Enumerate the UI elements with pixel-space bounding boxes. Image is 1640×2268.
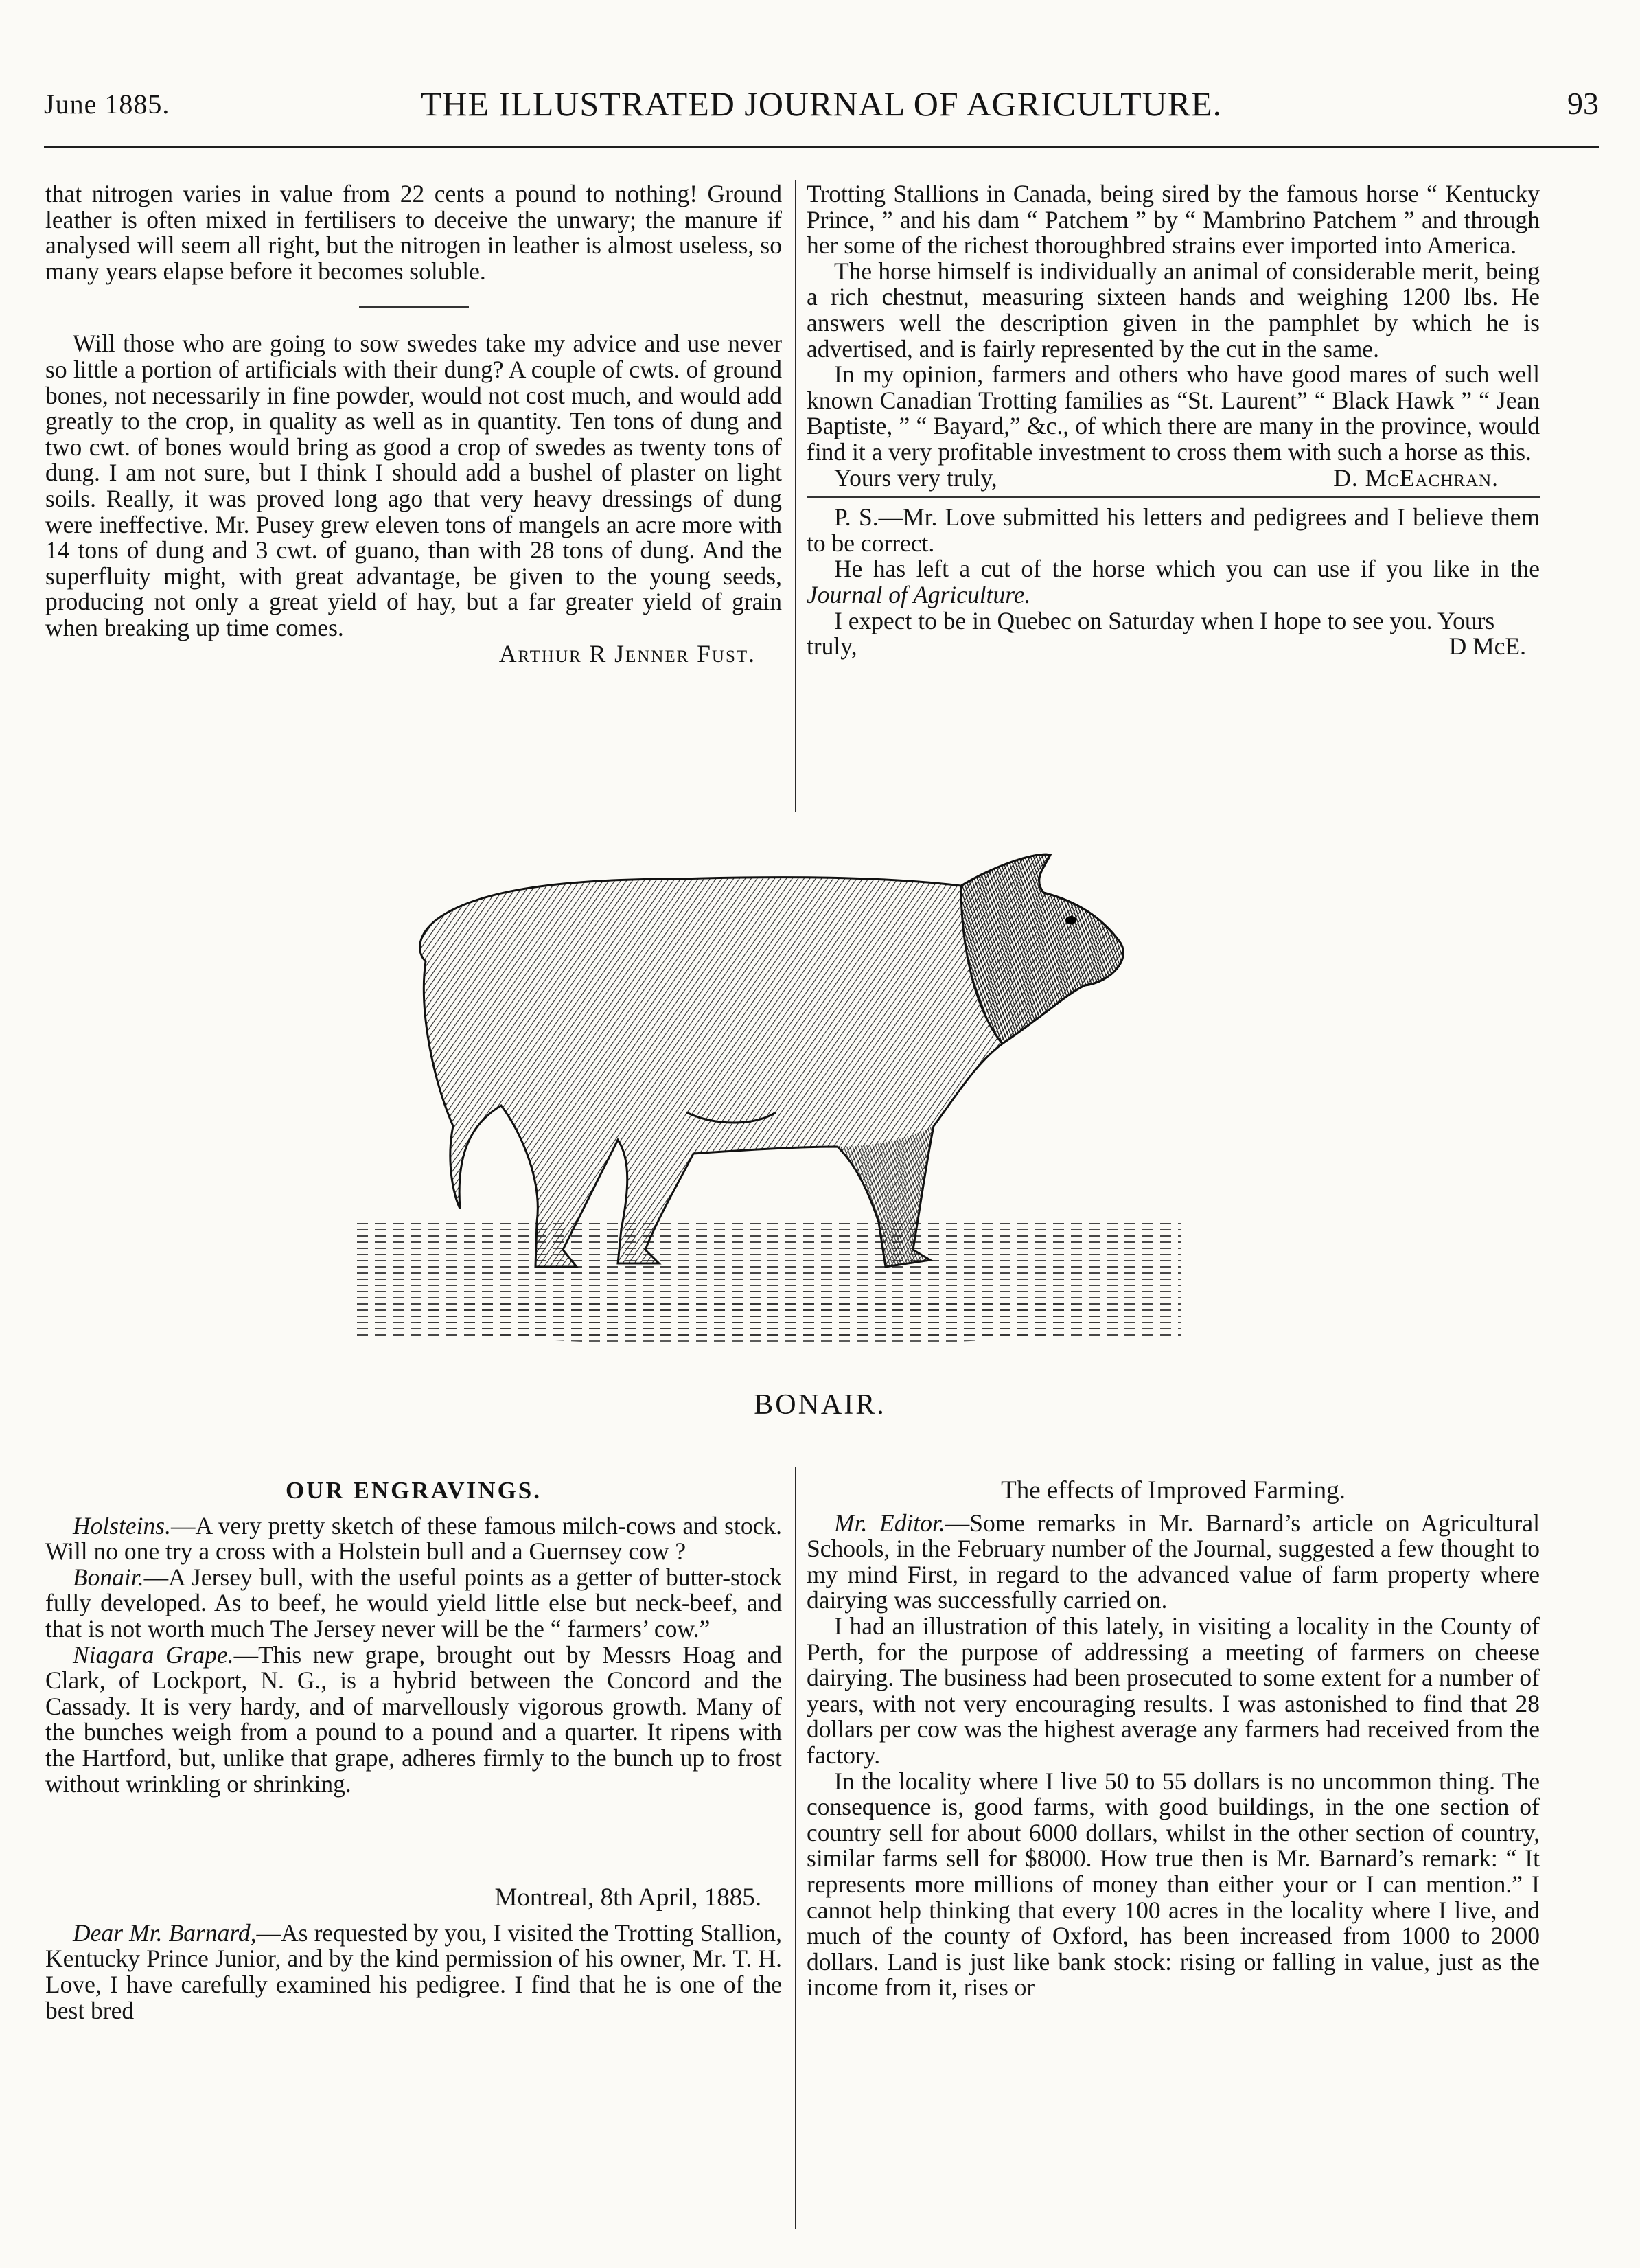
letter-text: —As requested by you, I visited the Trotting Stallion, Kentucky Prince Junior, and by the kind permission of his owner, Mr. T. H. Love, I have carefully examined his pedigree. I find that he is one of the best bred bbox=[45, 1918, 782, 2024]
journal-title: THE ILLUSTRATED JOURNAL OF AGRICULTURE. bbox=[420, 84, 1223, 123]
paragraph-text: —Some remarks in Mr. Barnard’s article on Agricultural Schools, in the February number of the Journal, suggested a few thought to my mind First, in regard to the advanced value of farm property where dairying was successfully carried on. bbox=[807, 1509, 1540, 1614]
ground-hatching bbox=[357, 1222, 1181, 1346]
paragraph: In the locality where I live 50 to 55 dollars is no uncommon thing. The consequence is, good farms, with good buildings, in the one section of country sell for about 6000 dollars, whilst in the other section of country, similar farms sell for $8000. How true then is Mr. Barnard’s remark: “ It represents more millions of money than either your or I can mention.” I cannot help thinking that every 100 acres in the locality where I live, and much of the county of Oxford, has been increased from 1000 to 2000 dollars. Land is just like bank stock: rising or falling in value, just as the income from it, rises or bbox=[807, 1767, 1540, 2002]
illustration-caption: BONAIR. bbox=[754, 1389, 886, 1421]
postscript-signature: D McE. bbox=[1448, 632, 1526, 661]
column-right-top bbox=[807, 181, 1540, 660]
paragraph: In my opinion, farmers and others who have good mares of such well known Canadian Trotting families as “St. Laurent” “ Black Hawk ” “ Jean Baptiste, ” “ Bayard,” &c., of which there are many in the province, would find it a very profitable investment to cross them with such a horse as this. bbox=[807, 360, 1540, 466]
author-signature: Arthur R Jenner Fust. bbox=[498, 639, 756, 667]
bull-figure bbox=[420, 854, 1124, 1267]
column-left-bottom bbox=[45, 1472, 782, 2024]
signer-name: D. McEachran. bbox=[1333, 463, 1499, 492]
letter-closing bbox=[807, 463, 1540, 492]
letter-body bbox=[45, 1918, 782, 2024]
column-divider-top bbox=[795, 180, 796, 812]
paragraph: Will those who are going to sow swedes take my advice and use never so little a portion of artificials with their dung? A couple of cwts. of ground bones, not necessarily in fine powder, would not cost much, and would add greatly to the crop, in quality as well as in quantity. Ten tons of dung and two cwt. of bones would bring as good a crop of swedes as twenty tons of dung. I am not sure, but I think I should add a bushel of plaster on light soils. Really, it was proved long ago that very heavy dressings of dung were ineffective. Mr. Pusey grew eleven tons of mangels an acre more with 14 tons of dung and 3 cwt. of guano, than with 28 tons of dung. And the superfluity might, with great advantage, be given to the young seeds, producing not only a great yield of hay, but a far greater yield of grain when breaking up time comes. bbox=[45, 330, 782, 641]
item-title: Bonair. bbox=[73, 1563, 144, 1591]
postscript-text: I expect to be in Quebec on Saturday when I hope to see you. Yours truly, bbox=[807, 606, 1495, 661]
page-number: 93 bbox=[1567, 86, 1599, 121]
column-right-bottom bbox=[807, 1472, 1540, 2001]
section-divider bbox=[359, 306, 469, 308]
paragraph: I had an illustration of this lately, in visiting a locality in the County of Perth, for the purpose of addressing a meeting of farmers on cheese dairying. The business had been prosecuted to some extent for a number of years, with not very encouraging results. I was astonished to find that 28 dollars per cow was the highest average any farmers had received from the factory. bbox=[807, 1612, 1540, 1769]
postscript bbox=[807, 608, 1540, 660]
letter-salutation: Dear Mr. Barnard, bbox=[73, 1918, 257, 1947]
paragraph: Trotting Stallions in Canada, being sired by the famous horse “ Kentucky Prince, ” and his dam “ Patchem ” by “ Mambrino Patchem ” and through her some of the richest thoroughbred strains ever imported into America. bbox=[807, 180, 1540, 260]
postscript-text: He has left a cut of the horse which you can use if you like in the bbox=[834, 555, 1540, 583]
running-header bbox=[44, 81, 1599, 129]
column-divider-bottom bbox=[795, 1467, 796, 2229]
header-rule bbox=[44, 146, 1599, 148]
issue-date: June 1885. bbox=[44, 89, 170, 119]
section-heading-improved-farming: The effects of Improved Farming. bbox=[1001, 1476, 1346, 1504]
item-title: Niagara Grape. bbox=[73, 1640, 234, 1669]
item-title: Holsteins. bbox=[73, 1511, 171, 1539]
letter-salutation: Mr. Editor. bbox=[834, 1509, 945, 1537]
postscript bbox=[807, 556, 1540, 608]
letter-dateline: Montreal, 8th April, 1885. bbox=[494, 1883, 761, 1912]
paragraph: The horse himself is individually an animal of considerable merit, being a rich chestnut, measuring sixteen hands and weighing 1200 lbs. He answers well the description given in the pamphlet by which he is advertised, and is fairly represented by the cut in the same. bbox=[807, 257, 1540, 363]
engraving-item-niagara-grape bbox=[45, 1642, 782, 1798]
bull-engraving bbox=[357, 838, 1236, 1373]
item-text: —A very pretty sketch of these famous milch-cows and stock. Will no one try a cross with a Holstein bull and a Guernsey cow ? bbox=[45, 1511, 782, 1566]
engraving-item-bonair bbox=[45, 1565, 782, 1642]
postscript: P. S.—Mr. Love submitted his letters and pedigrees and I believe them to be correct. bbox=[807, 503, 1540, 557]
column-left-top bbox=[45, 181, 782, 667]
section-heading-engravings: OUR ENGRAVINGS. bbox=[285, 1477, 542, 1504]
item-text: —This new grape, brought out by Messrs Hoag and Clark, of Lockport, N. G., is a hybrid between the Concord and the Cassady. It is very hardy, and of marvellously vigorous growth. Many of the bunches weigh from a pound to a pound and a quarter. It ripens with the Hartford, but, unlike that grape, adheres firmly to the bunch up to frost without wrinkling or shrinking. bbox=[45, 1640, 782, 1798]
paragraph bbox=[807, 1511, 1540, 1614]
paragraph: that nitrogen varies in value from 22 cents a pound to nothing! Ground leather is often mixed in fertilisers to deceive the unwary; the manure if analysed will seem all right, but the nitrogen in leather is almost useless, so many years elapse before it becomes soluble. bbox=[45, 180, 782, 285]
engraving-item-holsteins bbox=[45, 1513, 782, 1565]
journal-name: Journal of Agriculture. bbox=[807, 580, 1031, 608]
divider bbox=[807, 496, 1540, 498]
closing-text: Yours very truly, bbox=[834, 463, 997, 492]
item-text: —A Jersey bull, with the useful points as a getter of butter-stock fully developed. As to beef, he would yield little else but neck-beef, and that is not worth much The Jersey never will be the “ farmers’ cow.” bbox=[45, 1563, 782, 1642]
